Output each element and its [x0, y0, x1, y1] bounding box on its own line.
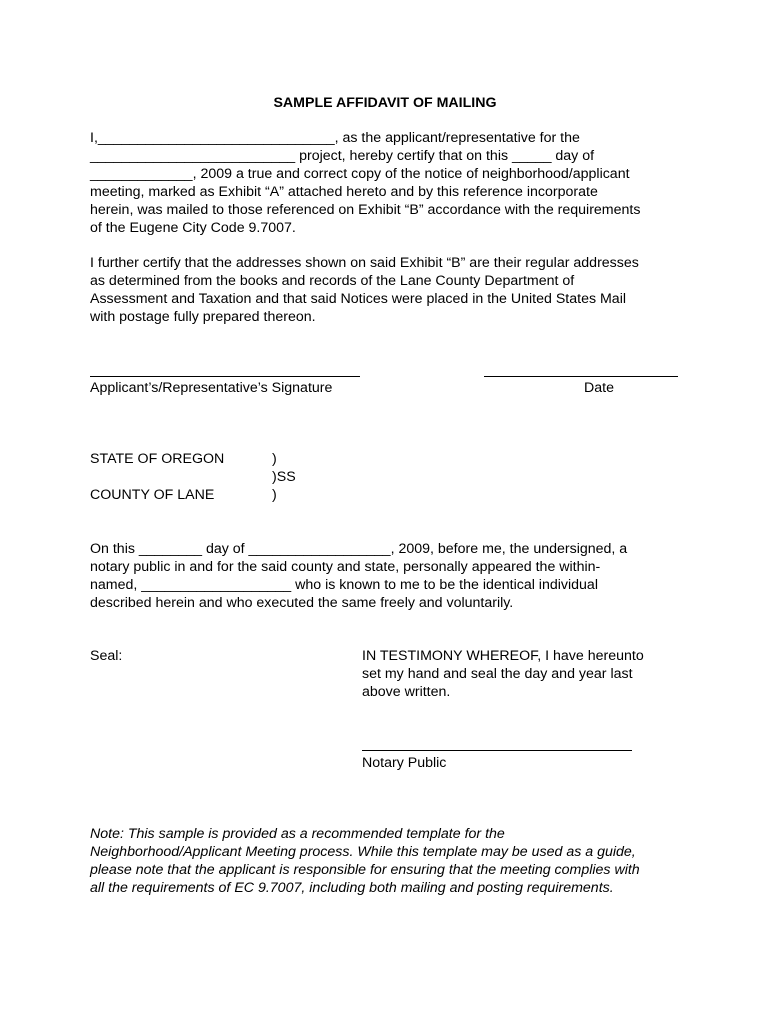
template-note [90, 825, 690, 897]
address-certification-paragraph [90, 254, 690, 326]
paragraph-line: named, ___________________ who is known to me to be the identical individual [90, 577, 598, 593]
paragraph-line: herein, was mailed to those referenced on Exhibit “B” accordance with the requirements [90, 202, 641, 218]
note-line: Neighborhood/Applicant Meeting process. While this template may be used as a guide, [90, 844, 636, 860]
notary-acknowledgment-paragraph [90, 540, 690, 612]
venue-ss: )SS [272, 469, 296, 485]
paragraph-line: meeting, marked as Exhibit “A” attached hereto and by this reference incorporate [90, 184, 598, 200]
testimony-line: set my hand and seal the day and year last [362, 666, 633, 682]
document-title: SAMPLE AFFIDAVIT OF MAILING [273, 95, 497, 111]
applicant-signature-label: Applicant’s/Representative’s Signature [90, 380, 333, 396]
paragraph-line: _____________, 2009 a true and correct copy of the notice of neighborhood/applicant [90, 166, 630, 182]
paragraph-line: with postage fully prepared thereon. [90, 309, 316, 325]
certification-paragraph [90, 129, 690, 237]
paragraph-line: described herein and who executed the same freely and voluntarily. [90, 595, 514, 611]
date-label: Date [584, 380, 614, 396]
paragraph-line: of the Eugene City Code 9.7007. [90, 220, 296, 236]
seal-label: Seal: [90, 648, 123, 664]
applicant-signature-line [90, 376, 360, 377]
paragraph-line: I,______________________________, as the applicant/representative for the [90, 130, 580, 146]
paragraph-line: On this ________ day of __________________, 2009, before me, the undersigned, a [90, 541, 628, 557]
county-label: COUNTY OF LANE [90, 487, 215, 503]
date-signature-line [484, 376, 678, 377]
testimony-line: IN TESTIMONY WHEREOF, I have hereunto [362, 648, 644, 664]
note-line: Note: This sample is provided as a recommended template for the [90, 826, 505, 842]
note-line: please note that the applicant is responsible for ensuring that the meeting complies with [90, 862, 640, 878]
notary-public-label: Notary Public [362, 755, 447, 771]
paragraph-line: as determined from the books and records of the Lane County Department of [90, 273, 575, 289]
paragraph-line: I further certify that the addresses shown on said Exhibit “B” are their regular addresses [90, 255, 639, 271]
paragraph-line: Assessment and Taxation and that said Notices were placed in the United States Mail [90, 291, 627, 307]
paragraph-line: __________________________ project, hereby certify that on this _____ day of [90, 148, 595, 164]
notary-signature-line [362, 750, 632, 751]
note-line: all the requirements of EC 9.7007, including both mailing and posting requirements. [90, 880, 614, 896]
paragraph-line: notary public in and for the said county and state, personally appeared the within- [90, 559, 601, 575]
venue-paren-bottom: ) [272, 487, 277, 503]
testimony-line: above written. [362, 684, 451, 700]
venue-paren-top: ) [272, 451, 277, 467]
state-label: STATE OF OREGON [90, 451, 225, 467]
testimony-block [362, 647, 644, 701]
